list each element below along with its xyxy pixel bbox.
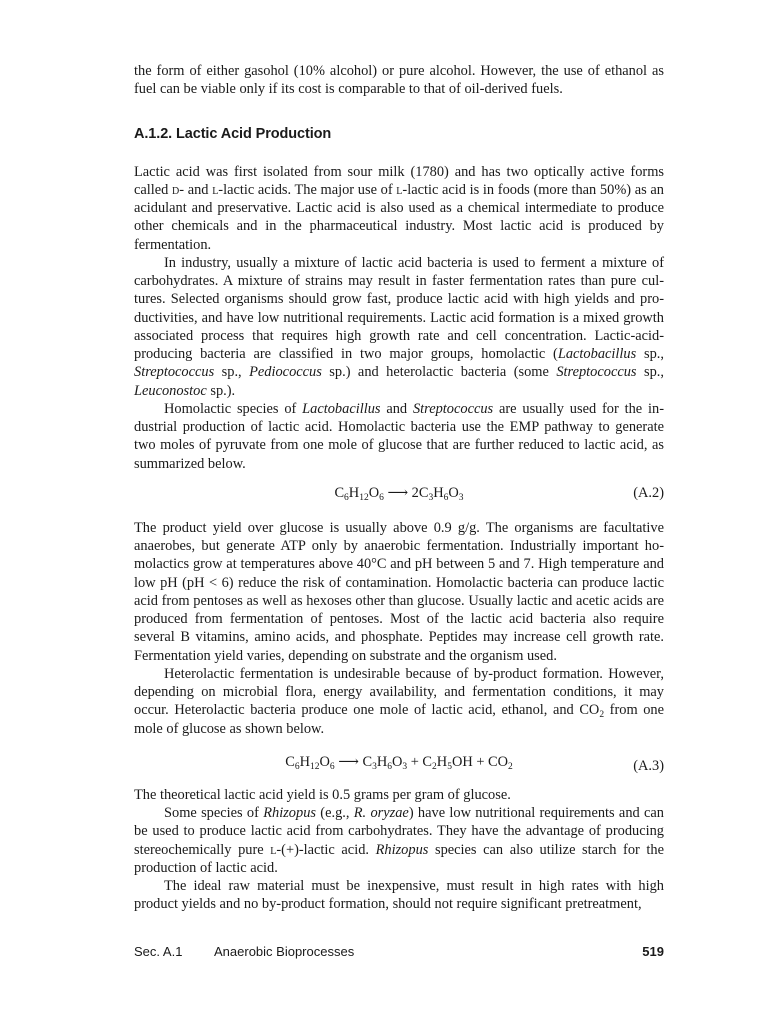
equation-a2	[134, 485, 664, 505]
footer-chapter-title: Anaerobic Bioprocesses	[214, 944, 355, 959]
paragraph-1: Lactic acid was first isolated from sour milk (1780) and has two optically active forms called d- and l-lactic acids. The major use of l-lactic acid is in foods (more than 50%) as an acidulant and preservative. Lactic acid is also used as a chemical intermediate to produce other chemicals and in the pharmaceutical industry. Most lactic acid is produced by fermentation.	[134, 163, 665, 253]
equation-a2-formula: $C_6H_{12}O_6$ ⟶ $2C_3H_6O_3$	[334, 484, 464, 503]
page-body	[134, 62, 664, 914]
section-heading: A.1.2. Lactic Acid Production	[134, 125, 332, 142]
equation-a3-formula: $C_6H_{12}O_6$ ⟶ $C_3H_6O_3 + C_2H_5OH + CO_2$	[285, 753, 513, 772]
paragraph-5: Heterolactic fermentation is undesirable because of by-product formation. However, depending on microbial flora, energy availability, and fermentation conditions, it may occur. Heterolactic bacteria produce one mole of lactic acid, ethanol, and $CO_2$ from one mole of glucose as shown below.	[134, 665, 664, 737]
footer-section: Sec. A.1	[134, 944, 183, 959]
paragraph-6: The theoretical lactic acid yield is 0.5 grams per gram of glucose.	[134, 786, 511, 803]
paragraph-3: Homolactic species of Lactobacillus and Streptococcus are usually used for the industrial production of lactic acid. Homolactic bacteria use the EMP pathway to generate two moles of pyruvate from one mole of glucose that are further reduced to lactic acid, as summarized below.	[134, 400, 664, 472]
page-footer	[134, 944, 664, 962]
equation-a2-number: (A.2)	[633, 484, 664, 501]
equation-a3	[134, 754, 664, 774]
paragraph-2: In industry, usually a mixture of lactic acid bacteria is used to ferment a mixture of carbohydrates. A mixture of strains may result in faster fermentation rates than pure cultures. Selected organisms should grow fast, produce lactic acid with high yields and productivities, and have low nutritional requirements. Lactic acid formation is a mixed growth associated process that requires high growth rate and cell concentration. Lactic-acid-producing bacteria are classified in two major groups, homolactic (Lactobacillus sp., Streptococcus sp., Pediococcus sp.) and heterolactic bacteria (some Streptococcus sp., Leuconostoc sp.).	[134, 254, 664, 399]
paragraph-8: The ideal raw material must be inexpensive, must result in high rates with high product yields and no by-product formation, should not require significant pretreatment,	[134, 878, 664, 913]
intro-paragraph: the form of either gasohol (10% alcohol) or pure alcohol. However, the use of ethanol as fuel can be viable only if its cost is comparable to that of oil-derived fuels.	[134, 63, 664, 98]
paragraph-7: Some species of Rhizopus (e.g., R. oryzae) have low nutritional requirements and can be used to produce lactic acid from carbohydrates. They have the advantage of producing stereochemically pure l-(+)-lactic acid. Rhizopus species can also utilize starch for the production of lactic acid.	[134, 805, 664, 876]
page-number: 519	[642, 944, 664, 959]
paragraph-4: The product yield over glucose is usually above 0.9 g/g. The organisms are facultative anaerobes, but generate ATP only by anaerobic fermentation. Industrially important homolactics grow at temperatures above 40°C and pH between 5 and 7. High temperature and low pH (pH < 6) reduce the risk of contamination. Homolactic bacteria can produce lactic acid from pentoses as well as hexoses other than glucose. Usually lactic and acetic acids are produced from fermentation of pentoses. Most of the lactic acid bacteria also require several B vitamins, amino acids, and phosphate. Peptides may increase cell growth rate. Fermentation yield varies, depending on substrate and the organism used.	[134, 519, 664, 664]
equation-a3-number: (A.3)	[633, 757, 664, 774]
